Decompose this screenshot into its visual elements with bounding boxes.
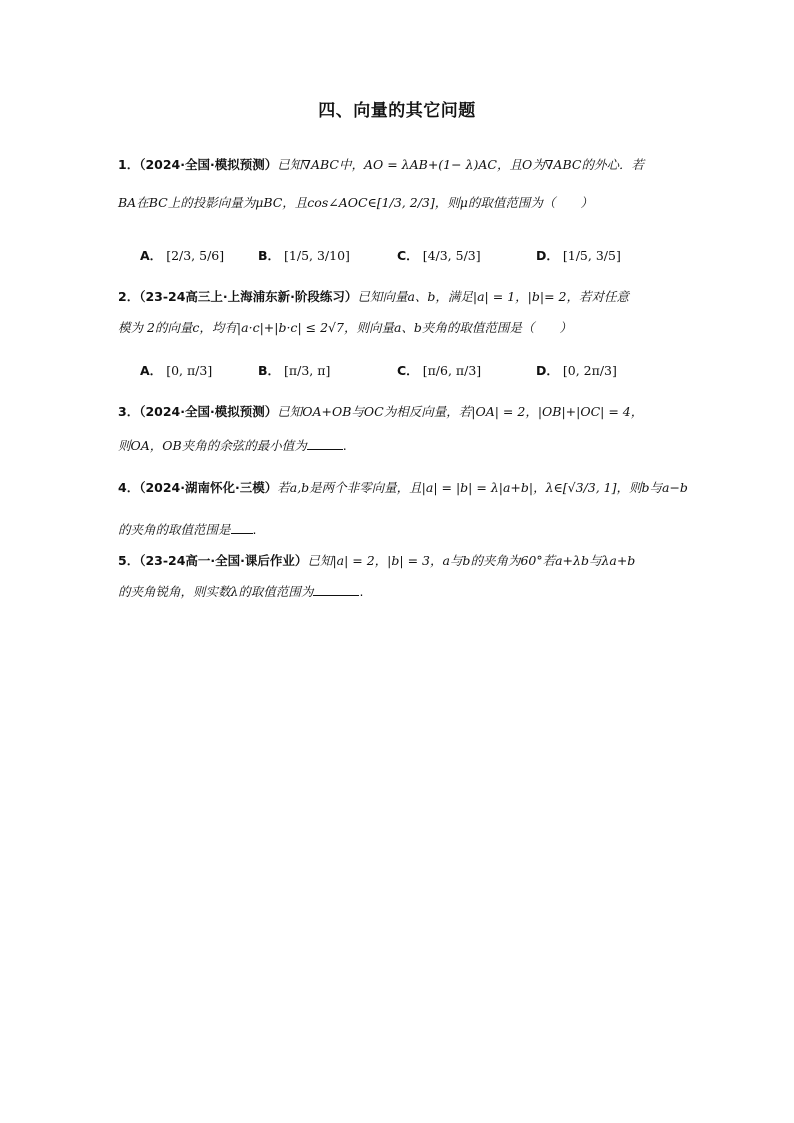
- option-d: D． [0, 2π/3]: [536, 363, 617, 378]
- question-source: （23-24高三上·上海浦东新·阶段练习）: [139, 289, 358, 304]
- question-number: 3．: [118, 404, 140, 419]
- question-text: 已知OA+OB与OC为相反向量，若|OA| = 2，|OB|+|OC| = 4，: [277, 404, 644, 419]
- question-source: （2024·全国·模拟预测）: [139, 157, 278, 172]
- question-1-line1: [118, 155, 678, 175]
- question-number: 5．: [118, 553, 140, 568]
- question-5-line1: [118, 551, 678, 571]
- question-3-line1: [118, 402, 678, 422]
- question-1-line2: [118, 193, 678, 213]
- question-4-line2: 的夹角的取值范围是 .: [118, 522, 257, 537]
- question-text: 已知|a| = 2，|b| = 3，a与b的夹角为60°若a+λb与λa+b: [307, 553, 636, 568]
- question-number: 1．: [118, 157, 140, 172]
- answer-blank[interactable]: [231, 521, 253, 534]
- question-text: 已知向量a、b，满足|a| = 1，|b|= 2，若对任意: [357, 289, 629, 304]
- answer-blank[interactable]: [307, 437, 343, 450]
- question-2-line1: [118, 287, 678, 307]
- question-text: 的夹角的取值范围是: [118, 522, 231, 537]
- question-4-line1: [118, 478, 688, 498]
- question-3-line2: 则OA，OB夹角的余弦的最小值为 .: [118, 438, 347, 453]
- option-c: C． [4/3, 5/3]: [397, 248, 481, 263]
- question-source: （2024·全国·模拟预测）: [139, 404, 278, 419]
- question-number: 2．: [118, 289, 140, 304]
- option-a: A． [2/3, 5/6]: [140, 248, 225, 263]
- question-number: 4．: [118, 480, 140, 495]
- question-text: 已知∇ABC中，AO = λAB+(1− λ)AC，且O为∇ABC的外心．若: [277, 157, 644, 172]
- question-text: 的夹角锐角，则实数λ的取值范围为: [118, 584, 314, 599]
- page-title: 四、向量的其它问题: [318, 101, 476, 121]
- question-2-line2: [118, 318, 678, 338]
- question-source: （2024·湖南怀化·三模）: [139, 480, 278, 495]
- option-b: B． [π/3, π]: [258, 363, 331, 378]
- question-text: BA在BC上的投影向量为μBC，且cos∠AOC∈[1/3, 2/3]，则μ的取值范围为（ ）: [118, 195, 593, 210]
- option-a: A． [0, π/3]: [140, 363, 213, 378]
- option-d: D． [1/5, 3/5]: [536, 248, 621, 263]
- question-source: （23-24高一·全国·课后作业）: [139, 553, 308, 568]
- question-text: 模为 2的向量c，均有|a·c|+|b·c| ≤ 2√7，则向量a、b夹角的取值范围是（ ）: [118, 320, 572, 335]
- question-text: 则OA，OB夹角的余弦的最小值为: [118, 438, 307, 453]
- option-c: C． [π/6, π/3]: [397, 363, 482, 378]
- option-b: B． [1/5, 3/10]: [258, 248, 350, 263]
- answer-blank[interactable]: [313, 583, 359, 596]
- question-5-line2: 的夹角锐角，则实数λ的取值范围为 .: [118, 584, 364, 599]
- question-text: 若a,b是两个非零向量，且|a| = |b| = λ|a+b|，λ∈[√3/3, 1]，则b与a−b: [277, 480, 688, 495]
